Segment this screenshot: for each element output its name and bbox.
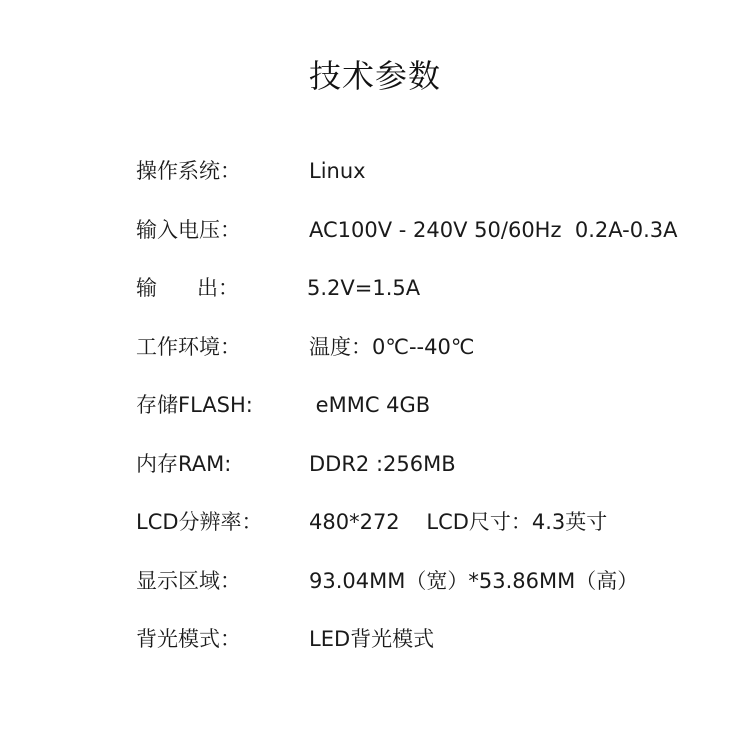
spec-value-ram: DDR2 :256MB — [309, 451, 456, 476]
spec-label-flash: 存储FLASH: — [136, 393, 253, 417]
spec-row-output — [136, 267, 736, 326]
spec-label-output: 输 出： — [136, 276, 240, 300]
spec-list — [136, 150, 736, 677]
spec-value-flash: eMMC 4GB — [309, 393, 431, 417]
spec-value-backlight: LED背光模式 — [309, 627, 435, 651]
spec-label-environment: 工作环境： — [136, 334, 241, 359]
spec-value-input-voltage: AC100V - 240V 50/60Hz 0.2A-0.3A — [309, 217, 678, 242]
spec-value-os: Linux — [309, 159, 366, 183]
spec-value-output: 5.2V=1.5A — [307, 276, 421, 300]
spec-row-environment — [136, 326, 736, 385]
spec-row-os — [136, 150, 736, 209]
spec-row-input-voltage — [136, 209, 736, 268]
spec-row-flash — [136, 384, 736, 443]
spec-value-display-area: 93.04MM（宽）*53.86MM（高） — [309, 568, 639, 593]
spec-label-lcd-resolution: LCD分辨率： — [136, 510, 263, 534]
spec-label-ram: 内存RAM: — [136, 451, 232, 476]
spec-row-ram — [136, 443, 736, 502]
spec-row-display-area — [136, 560, 736, 619]
spec-row-lcd-resolution — [136, 501, 736, 560]
spec-row-backlight — [136, 618, 736, 677]
spec-label-display-area: 显示区域： — [136, 568, 241, 593]
spec-value-environment: 温度：0℃--40℃ — [309, 334, 475, 359]
spec-label-backlight: 背光模式： — [136, 627, 241, 651]
spec-label-input-voltage: 输入电压： — [136, 217, 241, 242]
page-title: 技术参数 — [308, 57, 441, 95]
spec-value-lcd-resolution: 480*272 LCD尺寸：4.3英寸 — [309, 510, 608, 534]
spec-label-os: 操作系统： — [136, 159, 241, 183]
